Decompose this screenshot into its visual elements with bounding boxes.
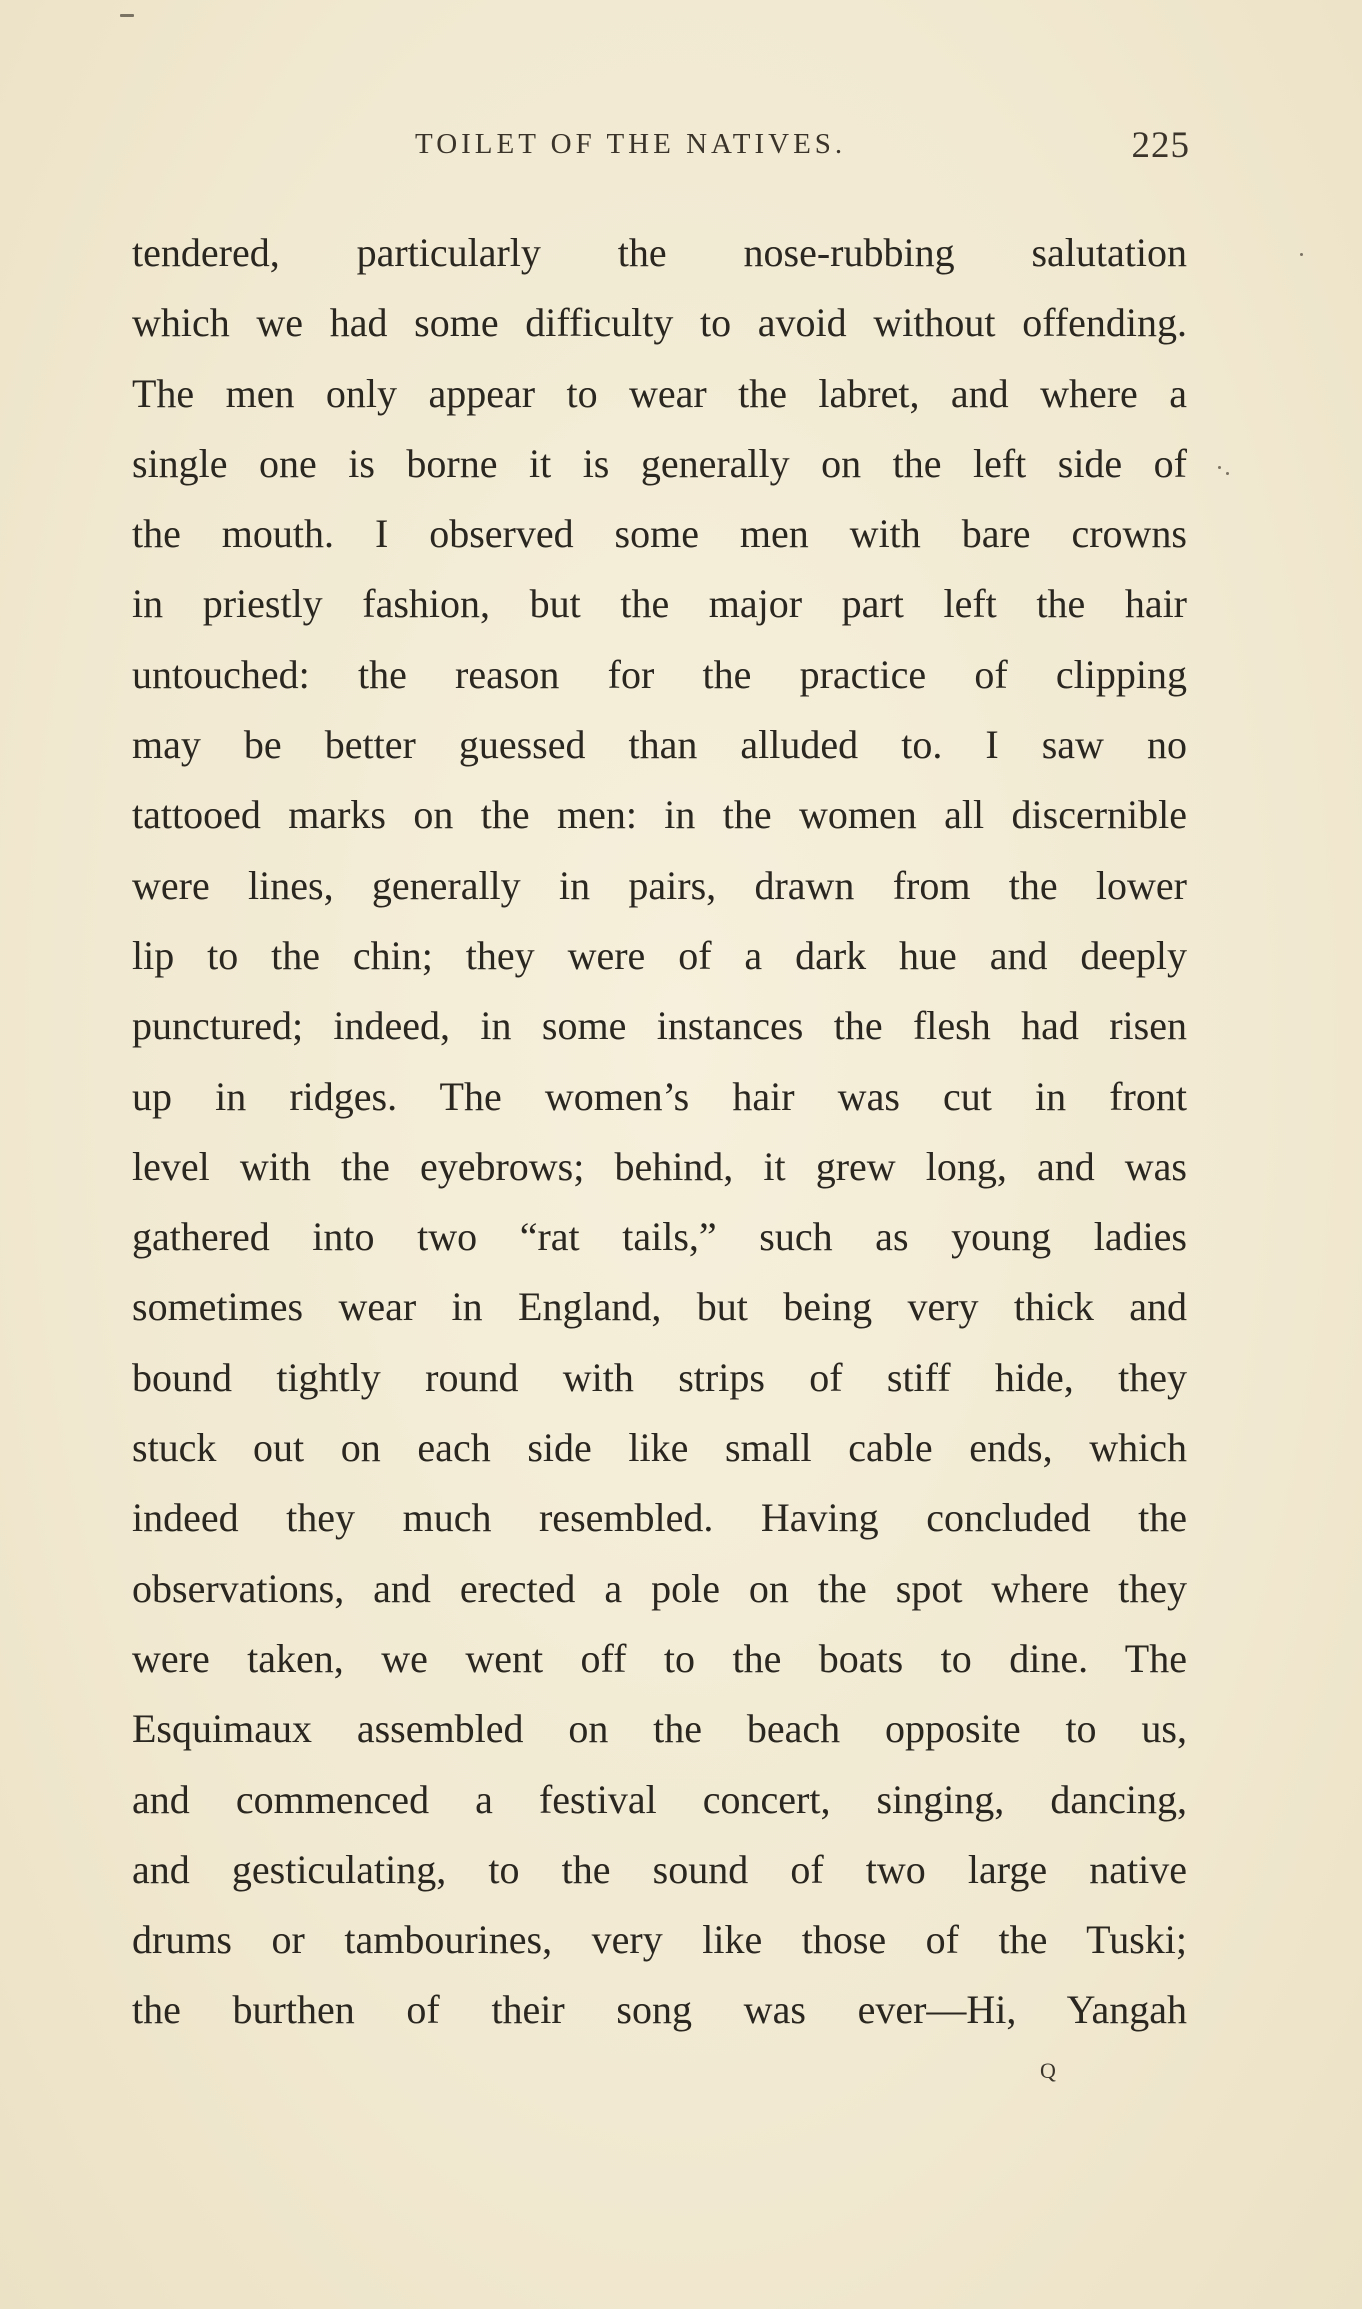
text-line: tattooed marks on the men: in the women all discernible [132,792,1187,838]
text-line: tendered, particularly the nose-rubbing salutation [132,230,1187,275]
signature-mark: Q [1040,2058,1056,2083]
text-line: The men only appear to wear the labret, and where a [132,370,1187,416]
text-line: were lines, generally in pairs, drawn from the lower [132,862,1187,908]
text-line: the burthen of their song was ever—Hi, Yangah [132,1987,1187,2033]
text-line: level with the eyebrows; behind, it grew long, and was [132,1143,1187,1189]
text-line: sometimes wear in England, but being very thick and [132,1284,1187,1330]
text-line: and gesticulating, to the sound of two large native [132,1846,1187,1892]
text-line: up in ridges. The women’s hair was cut in front [132,1073,1187,1119]
text-line: indeed they much resembled. Having concluded the [132,1495,1187,1541]
text-line: and commenced a festival concert, singing, dancing, [132,1776,1187,1822]
ink-speck [120,14,134,17]
text-line: bound tightly round with strips of stiff hide, they [132,1354,1187,1400]
page-number: 225 [1131,125,1190,166]
text-line: in priestly fashion, but the major part left the hair [132,581,1187,627]
text-line: untouched: the reason for the practice of clipping [132,651,1187,697]
body-text [132,218,1187,2046]
text-line: may be better guessed than alluded to. I saw no [132,722,1187,768]
text-line: drums or tambourines, very like those of the Tuski; [132,1917,1187,1963]
text-line: observations, and erected a pole on the spot where they [132,1565,1187,1611]
text-line: were taken, we went off to the boats to dine. The [132,1635,1187,1681]
text-line: single one is borne it is generally on the left side of [132,440,1187,486]
text-line: stuck out on each side like small cable ends, which [132,1425,1187,1471]
text-line: Esquimaux assembled on the beach opposite to us, [132,1706,1187,1752]
text-line: gathered into two “rat tails,” such as young ladies [132,1214,1187,1260]
text-line: punctured; indeed, in some instances the flesh had risen [132,1003,1187,1049]
text-line: which we had some difficulty to avoid without offending. [132,300,1187,346]
ink-speck [1226,472,1229,475]
running-title: TOILET OF THE NATIVES. [415,128,847,160]
text-line: the mouth. I observed some men with bare crowns [132,511,1187,557]
running-header [130,125,1190,178]
ink-speck [1218,466,1221,469]
text-line: lip to the chin; they were of a dark hue and deeply [132,932,1187,978]
ink-speck [1300,253,1303,256]
